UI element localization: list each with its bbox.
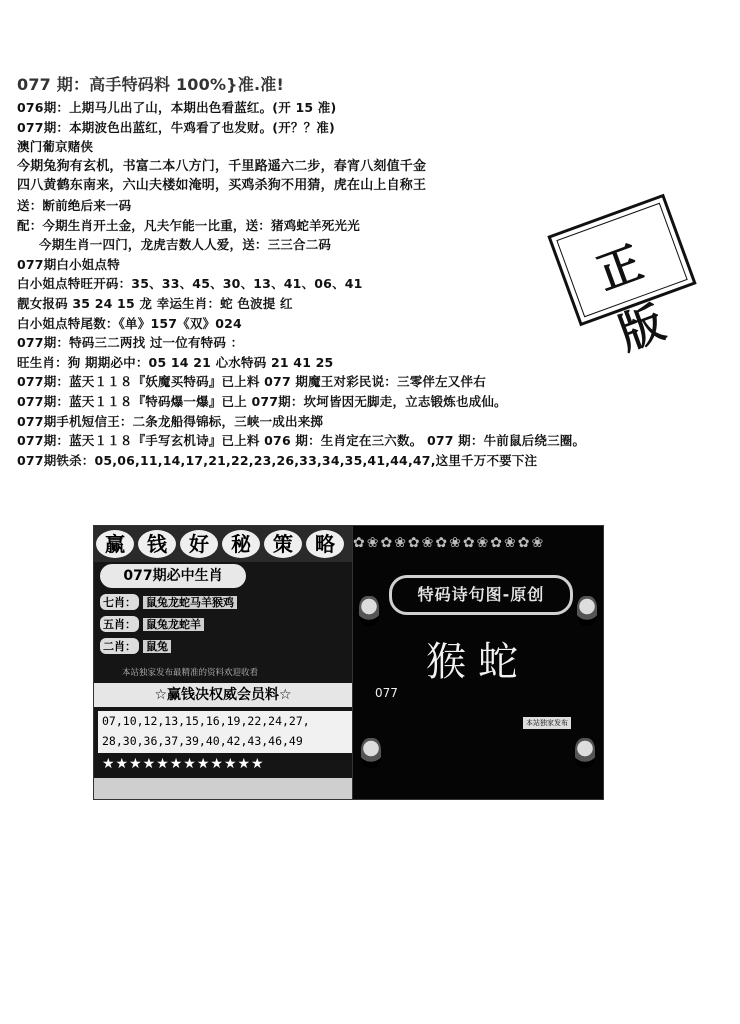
text-line: 077期：本期波色出蓝红，牛鸡看了也发财。(开？？准) — [17, 119, 335, 135]
text-line: 配：今期生肖开土金，凡夫乍能一比重，送：猪鸡蛇羊死光光 — [17, 217, 360, 233]
text-line: 白小姐点特尾数：《单》157《双》024 — [17, 315, 242, 331]
portrait-image — [361, 738, 381, 768]
portrait-image — [575, 738, 595, 768]
stamp-text: 正 版 — [590, 233, 681, 361]
text-line: 旺生肖：狗 期期必中：05 14 21 心水特码 21 41 25 — [17, 354, 334, 370]
header-char: 略 — [306, 530, 344, 558]
promo-panel-left — [93, 525, 353, 800]
zodiac-answer: 猴蛇 — [426, 639, 530, 685]
panel-title: 特码诗句图-原创 — [389, 575, 573, 615]
text-line: 077期：蓝天１１８『妖魔买特码』已上料 077 期魔王对彩民说：三零伴左又伴右 — [17, 374, 486, 390]
header-char: 策 — [264, 530, 302, 558]
section-heading: 澳门葡京赌侠 — [17, 139, 94, 155]
text-line: 076期：上期马儿出了山，本期出色看蓝红。(开 15 准) — [17, 100, 337, 115]
header-char: 赢 — [96, 530, 134, 558]
zodiac-row — [100, 616, 204, 633]
text-line: 077期：蓝天１１８『手写玄机诗』已上料 076 期：生肖定在三六数。 077 期：牛前鼠后绕三圈。 — [17, 433, 586, 449]
panel-header — [94, 526, 352, 562]
number-list — [98, 711, 352, 753]
header-char: 秘 — [222, 530, 260, 558]
panel-tag: 本站独家发布 — [523, 717, 571, 729]
header-char: 钱 — [138, 530, 176, 558]
star-row: ★★★★★★★★★★★★ — [102, 756, 265, 772]
authority-banner: ☆赢钱决权威会员料☆ — [94, 683, 352, 707]
panel-footer-strip — [94, 778, 352, 799]
zodiac-row — [100, 638, 171, 655]
section-heading: 077期白小姐点特 — [17, 256, 120, 272]
zodiac-row-value: 鼠兔龙蛇羊 — [143, 618, 204, 631]
text-line: 077期手机短信王：二条龙船得锦标，三峡一成出来掷 — [17, 413, 324, 429]
zodiac-row-label: 五肖： — [100, 616, 139, 632]
text-line: 白小姐点特旺开码：35、33、45、30、13、41、06、41 — [17, 276, 363, 292]
portrait-image — [359, 596, 379, 626]
text-line: 077期铁杀：05,06,11,14,17,21,22,23,26,33,34,35,41,44,47,这里千万不要下注 — [17, 452, 538, 468]
zodiac-row — [100, 594, 237, 611]
promo-panel-right — [352, 525, 604, 800]
flower-border: ✿❀✿❀✿❀✿❀✿❀✿❀✿❀ — [353, 535, 546, 551]
text-line: 送：断前绝后来一码 — [17, 197, 132, 213]
portrait-image — [577, 596, 597, 626]
zodiac-row-label: 二肖： — [100, 638, 139, 654]
zodiac-row-value: 鼠兔龙蛇马羊猴鸡 — [143, 596, 237, 609]
text-line: 今期生肖一四门，龙虎吉数人人爱，送：三三合二码 — [39, 237, 332, 253]
text-line: 077期：特码三二两找 过一位有特码 ： — [17, 335, 244, 351]
poem-line: 今期兔狗有玄机，书富二本八方门，千里路遥六二步，春宵八刻值千金 — [17, 158, 427, 174]
panel-banner: 077期必中生肖 — [100, 564, 246, 588]
number-line: 28,30,36,37,39,40,42,43,46,49 — [102, 734, 303, 748]
zodiac-row-value: 鼠兔 — [143, 640, 171, 653]
zodiac-row-label: 七肖： — [100, 594, 139, 610]
panel-small-text: 本站独家发布最精准的资料欢迎收看 — [122, 668, 259, 678]
text-line: 077期：蓝天１１８『特码爆一爆』已上 077期：坎坷皆因无脚走，立志锻炼也成仙。 — [17, 393, 507, 409]
issue-number: 077 — [375, 686, 398, 700]
text-line: 靓女报码 35 24 15 龙 幸运生肖：蛇 色波提 红 — [17, 295, 293, 311]
poem-line: 四八黄鹤东南来，六山夫楼如淹明，买鸡杀狗不用猜，虎在山上自称王 — [17, 178, 427, 194]
issue-title: 077 期：高手特码料 100%}准.准! — [17, 75, 284, 94]
header-char: 好 — [180, 530, 218, 558]
number-line: 07,10,12,13,15,16,19,22,24,27, — [102, 714, 310, 728]
